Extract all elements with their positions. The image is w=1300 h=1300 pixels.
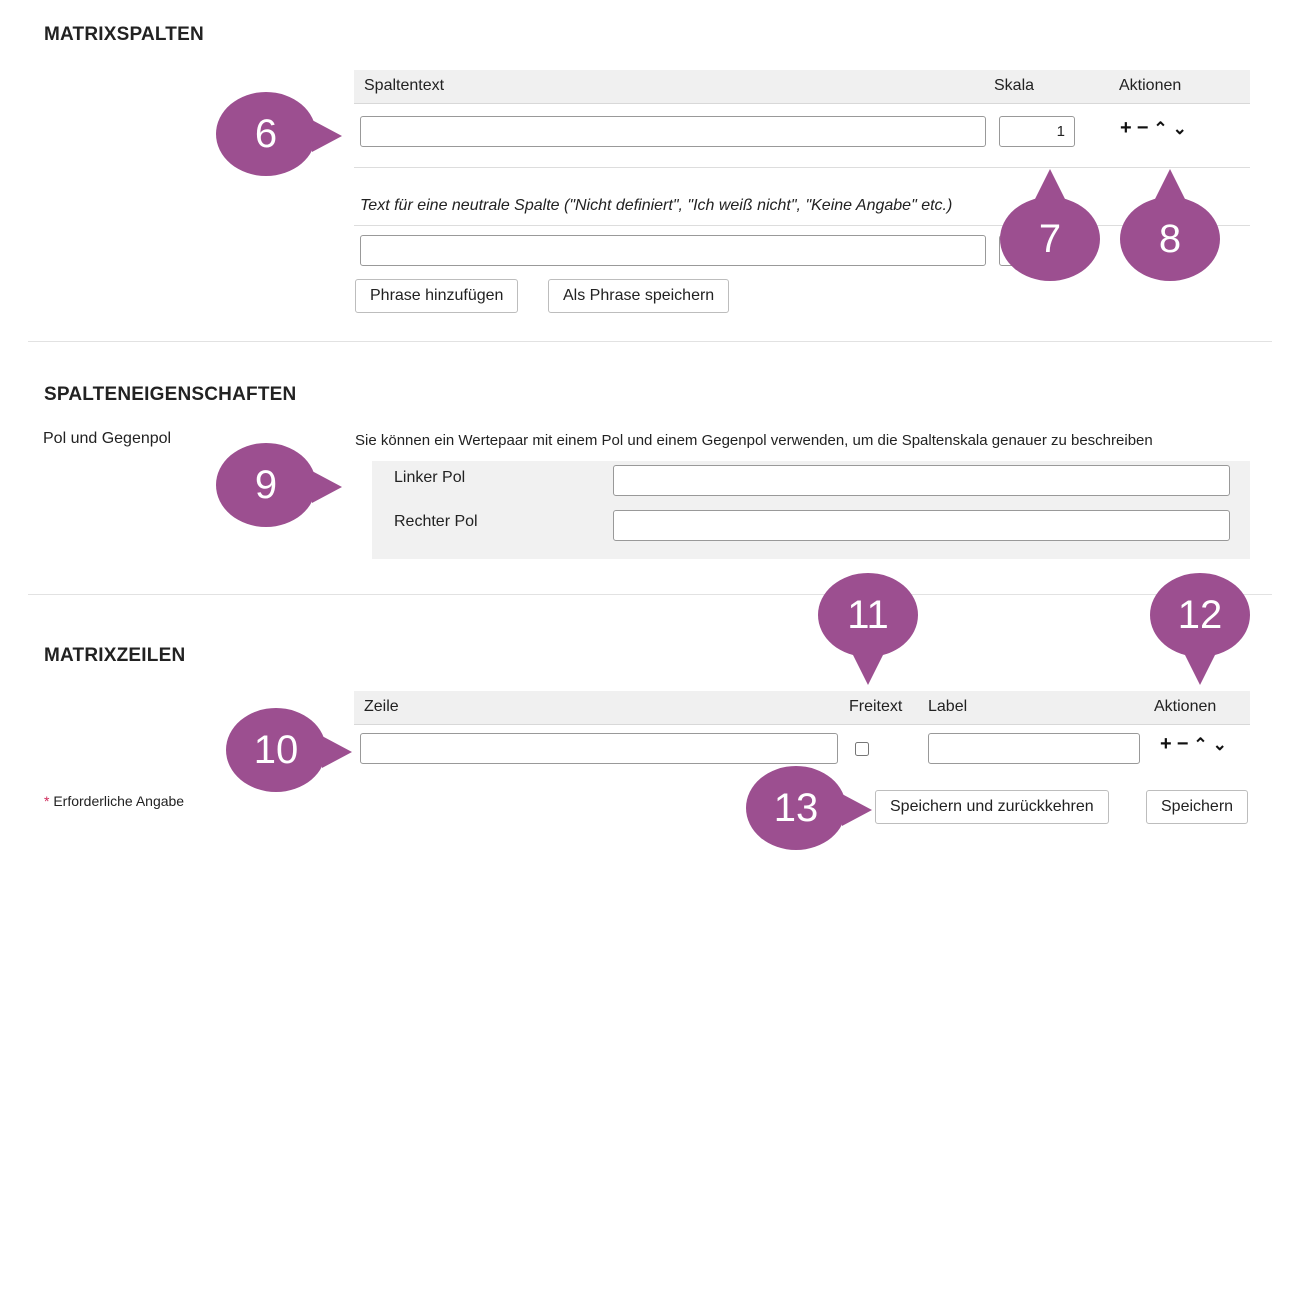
required-asterisk: * — [44, 793, 50, 809]
matrix-rows-heading: MATRIXZEILEN — [44, 645, 186, 666]
move-up-icon[interactable]: ⌃ — [1153, 119, 1173, 138]
neutral-column-text-input[interactable] — [360, 235, 986, 266]
column-text-input-1[interactable] — [360, 116, 986, 147]
matrix-rows-header-row — [354, 691, 1250, 725]
callout-tail — [312, 471, 342, 503]
right-pole-input[interactable] — [613, 510, 1230, 541]
callout-number: 7 — [1038, 216, 1062, 261]
pole-pair-label: Pol und Gegenpol — [43, 430, 172, 447]
callout-11 — [818, 573, 918, 657]
callout-number: 12 — [1177, 592, 1223, 637]
column-properties-heading: SPALTENEIGENSCHAFTEN — [44, 384, 297, 405]
neutral-column-hint: Text für eine neutrale Spalte ("Nicht definiert", "Ich weiß nicht", "Keine Angabe" etc.) — [360, 197, 953, 214]
callout-number: 13 — [773, 785, 819, 830]
callout-12 — [1150, 573, 1250, 657]
row-header-aktionen: Aktionen — [1154, 698, 1217, 715]
matrix-row-label-input-1[interactable] — [928, 733, 1140, 764]
callout-tail — [842, 794, 872, 826]
left-pole-label: Linker Pol — [394, 469, 466, 486]
right-pole-label: Rechter Pol — [394, 513, 478, 530]
matrix-columns-heading: MATRIXSPALTEN — [44, 24, 204, 45]
section-divider-1 — [28, 341, 1272, 342]
save-as-phrase-button[interactable]: Als Phrase speichern — [548, 279, 729, 313]
callout-9 — [216, 443, 316, 527]
move-down-icon[interactable]: ⌄ — [1172, 119, 1192, 138]
callout-tail — [312, 120, 342, 152]
callout-number: 10 — [253, 727, 299, 772]
column-actions-1 — [1120, 117, 1192, 140]
required-note — [44, 793, 184, 809]
callout-tail — [852, 653, 884, 685]
section-divider-2 — [28, 594, 1272, 595]
column-header-aktionen: Aktionen — [1119, 77, 1182, 94]
add-phrase-button[interactable]: Phrase hinzufügen — [355, 279, 518, 313]
add-row-icon[interactable]: + — [1120, 117, 1137, 139]
pole-pair-description: Sie können ein Wertepaar mit einem Pol und einem Gegenpol verwenden, um die Spaltenskala genauer zu beschreiben — [355, 432, 1153, 449]
save-and-return-button[interactable]: Speichern und zurückkehren — [875, 790, 1109, 824]
callout-tail — [322, 736, 352, 768]
move-down-icon[interactable]: ⌄ — [1212, 735, 1232, 754]
matrix-row-actions-1 — [1160, 733, 1232, 756]
callout-8 — [1120, 197, 1220, 281]
row-header-label: Label — [928, 698, 968, 715]
save-button[interactable]: Speichern — [1146, 790, 1248, 824]
remove-row-icon[interactable]: − — [1136, 117, 1154, 139]
required-note-text: Erforderliche Angabe — [53, 793, 185, 809]
matrix-column-row-1 — [354, 103, 1250, 168]
matrix-row-text-input-1[interactable] — [360, 733, 838, 764]
matrix-neutral-row-divider — [354, 225, 1250, 226]
row-header-freitext: Freitext — [849, 698, 903, 715]
callout-number: 6 — [254, 111, 278, 156]
column-header-spaltentext: Spaltentext — [364, 77, 445, 94]
callout-13 — [746, 766, 846, 850]
column-header-skala: Skala — [994, 77, 1035, 94]
move-up-icon[interactable]: ⌃ — [1193, 735, 1213, 754]
callout-6 — [216, 92, 316, 176]
remove-row-icon[interactable]: − — [1176, 733, 1194, 755]
column-scale-input-1[interactable] — [999, 116, 1075, 147]
freetext-checkbox-1[interactable] — [855, 742, 869, 756]
callout-7 — [1000, 197, 1100, 281]
add-row-icon[interactable]: + — [1160, 733, 1177, 755]
row-header-zeile: Zeile — [364, 698, 399, 715]
callout-number: 11 — [847, 592, 889, 637]
left-pole-input[interactable] — [613, 465, 1230, 496]
callout-number: 9 — [254, 462, 278, 507]
matrix-columns-header-row — [354, 70, 1250, 104]
callout-number: 8 — [1158, 216, 1182, 261]
callout-10 — [226, 708, 326, 792]
callout-tail — [1184, 653, 1216, 685]
